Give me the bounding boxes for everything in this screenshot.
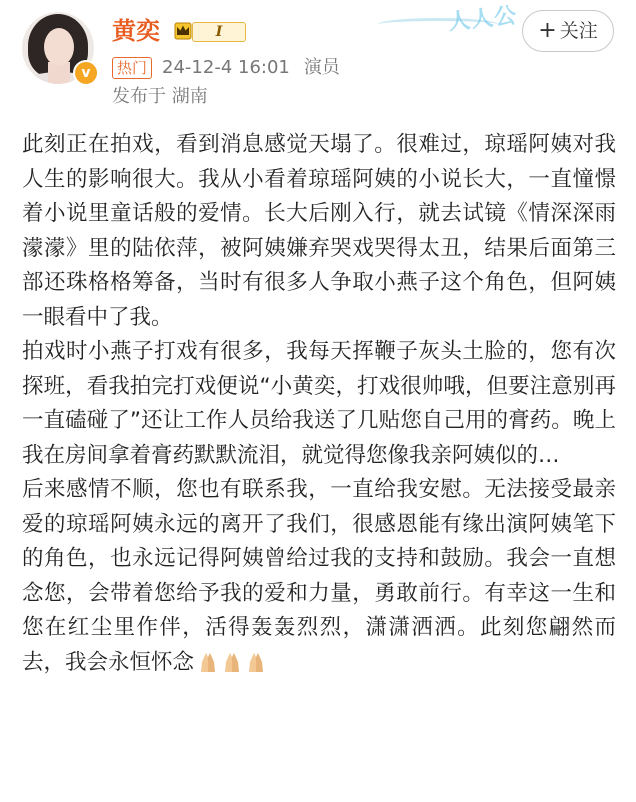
follow-label: 关注 (559, 20, 598, 42)
user-role: 演员 (303, 57, 340, 78)
folded-hands-icon (198, 651, 218, 673)
post-body (22, 128, 616, 680)
post-timestamp: 24-12-4 16:01 (162, 57, 290, 78)
plus-icon: + (538, 18, 557, 43)
post-meta (112, 56, 340, 80)
post-paragraph: 拍戏时小燕子打戏有很多，我每天挥鞭子灰头土脸的，您有次探班，看我拍完打戏便说“小黄奕，打戏很帅哦，但要注意别再一直磕碰了”还让工作人员给我送了几贴您自己用的膏药。晚上我在房间拿着膏药默默流泪，就觉得您像我亲阿姨似的… (22, 339, 616, 468)
folded-hands-icon (222, 651, 242, 673)
decoration-text: 人人公 (447, 3, 519, 36)
post-paragraph (22, 473, 616, 680)
verified-badge-icon: v (73, 60, 99, 86)
post-paragraph-text: 后来感情不顺，您也有联系我，一直给我安慰。无法接受最亲爱的琼瑶阿姨永远的离开了我们，很感恩能有缘出演阿姨笔下的角色，也永远记得阿姨曾给过我的支持和鼓励。我会一直想念您，会带着您给予我的爱和力量，勇敢前行。有幸这一生和您在红尘里作伴，活得轰轰烈烈，潇潇洒洒。此刻您翩然而去，我会永恒怀念 (22, 477, 616, 675)
user-level-badge[interactable] (174, 20, 244, 42)
post-location: 发布于 湖南 (112, 86, 208, 107)
follow-button[interactable] (522, 10, 614, 52)
folded-hands-icon (246, 651, 266, 673)
level-label: I (192, 22, 246, 42)
post-header (0, 0, 636, 124)
hot-tag[interactable]: 热门 (112, 57, 152, 79)
username[interactable]: 黄奕 (112, 17, 160, 45)
post-paragraph: 此刻正在拍戏，看到消息感觉天塌了。很难过，琼瑶阿姨对我人生的影响很大。我从小看着琼瑶阿姨的小说长大，一直憧憬着小说里童话般的爱情。长大后刚入行，就去试镜《情深深雨濛濛》里的陆依萍，被阿姨嫌弃哭戏哭得太丑，结果后面第三部还珠格格筹备，当时有很多人争取小燕子这个角色，但阿姨一眼看中了我。 (22, 132, 616, 330)
